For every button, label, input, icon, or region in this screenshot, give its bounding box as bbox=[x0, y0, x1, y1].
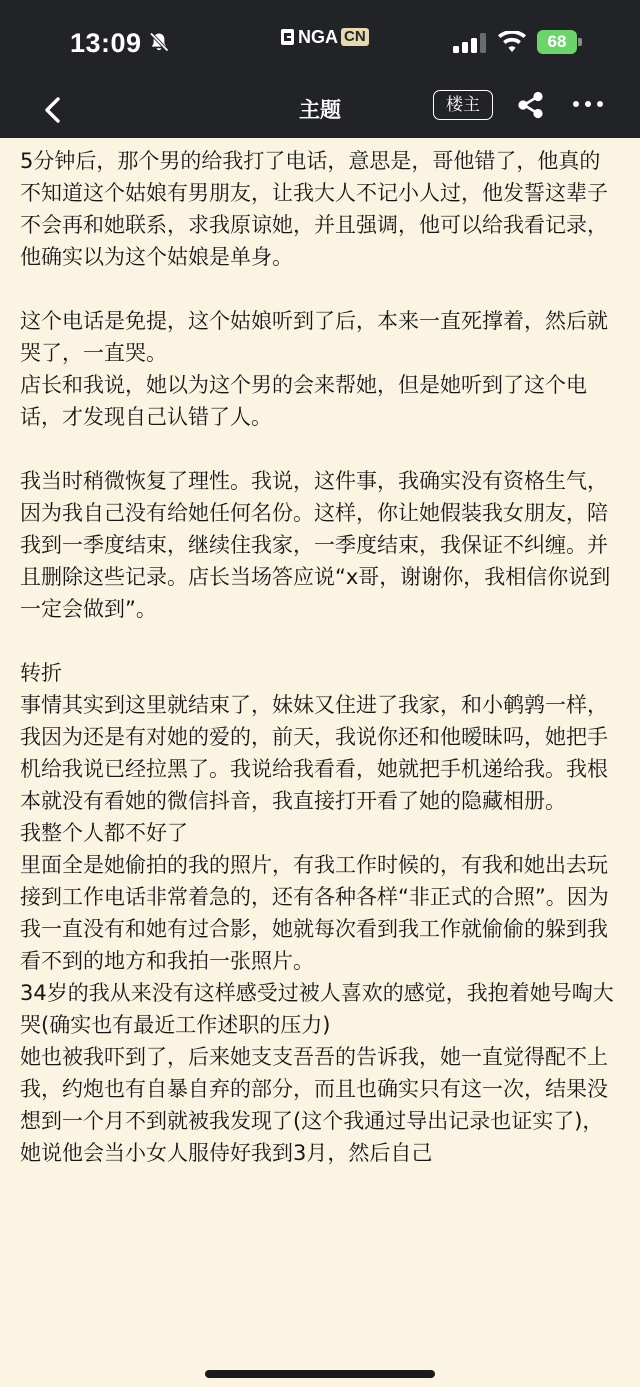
logo-text: NGA bbox=[298, 26, 338, 47]
wifi-icon bbox=[498, 31, 526, 53]
post-paragraph: 5分钟后，那个男的给我打了电话，意思是，哥他错了，他真的不知道这个姑娘有男朋友，让我大人不记小人过，他发誓这辈子不会再和她联系，求我原谅她，并且强调，他可以给我看记录，他确实以为这个姑娘是单身。 bbox=[20, 149, 608, 269]
nga-logo bbox=[280, 26, 369, 48]
post-content bbox=[20, 138, 620, 1169]
cellular-signal-icon bbox=[453, 33, 487, 53]
battery-cap bbox=[578, 38, 582, 46]
section-heading: 转折 bbox=[20, 661, 62, 685]
post-paragraph: 事情其实到这里就结束了，妹妹又住进了我家，和小鹌鹑一样，我因为还是有对她的爱的，前天，我说你还和他暧昧吗，她把手机给我说已经拉黑了。我说给我看看，她就把手机递给我。我根本就没有看她的微信抖音，我直接打开看了她的隐藏相册。 bbox=[20, 693, 608, 813]
status-bar bbox=[0, 0, 640, 82]
bell-slash-icon bbox=[148, 31, 170, 53]
post-paragraph: 她也被我吓到了，后来她支支吾吾的告诉我，她一直觉得配不上我，约炮也有自暴自弃的部分，而且也确实只有这一次，结果没想到一个月不到就被我发现了(这个我通过导出记录也证实了)，她说他会当小女人服侍好我到3月，然后自己 bbox=[20, 1045, 608, 1165]
more-icon[interactable] bbox=[572, 94, 604, 114]
logo-suffix: CN bbox=[341, 28, 369, 46]
paragraph-gap bbox=[20, 273, 620, 305]
post-paragraph: 我当时稍微恢复了理性。我说，这件事，我确实没有资格生气，因为我自己没有给她任何名份。这样，你让她假装我女朋友，陪我到一季度结束，继续住我家，一季度结束，我保证不纠缠。并且删除这些记录。店长当场答应说“x哥，谢谢你，我相信你说到一定会做到”。 bbox=[20, 469, 611, 621]
page-title: 主题 bbox=[299, 98, 341, 122]
post-paragraph: 这个电话是免提，这个姑娘听到了后，本来一直死撑着，然后就哭了，一直哭。 bbox=[20, 309, 608, 365]
chevron-left-icon[interactable] bbox=[40, 90, 66, 130]
share-icon[interactable] bbox=[516, 90, 546, 120]
post-paragraph: 我整个人都不好了 bbox=[20, 821, 188, 845]
battery-level: 68 bbox=[537, 30, 577, 54]
paragraph-gap bbox=[20, 625, 620, 657]
status-time: 13:09 bbox=[70, 28, 142, 58]
op-only-button[interactable]: 楼主 bbox=[433, 90, 493, 120]
post-paragraph: 店长和我说，她以为这个男的会来帮她，但是她听到了这个电话，才发现自己认错了人。 bbox=[20, 373, 587, 429]
nga-mark-icon bbox=[280, 27, 296, 47]
paragraph-gap bbox=[20, 433, 620, 465]
post-paragraph: 34岁的我从来没有这样感受过被人喜欢的感觉，我抱着她号啕大哭(确实也有最近工作述职的压力) bbox=[20, 981, 614, 1037]
navigation-bar bbox=[0, 82, 640, 138]
home-indicator[interactable] bbox=[205, 1370, 435, 1378]
post-paragraph: 里面全是她偷拍的我的照片，有我工作时候的，有我和她出去玩接到工作电话非常着急的，还有各种各样“非正式的合照”。因为我一直没有和她有过合影，她就每次看到我工作就偷偷的躲到我看不到的地方和我拍一张照片。 bbox=[20, 853, 609, 973]
